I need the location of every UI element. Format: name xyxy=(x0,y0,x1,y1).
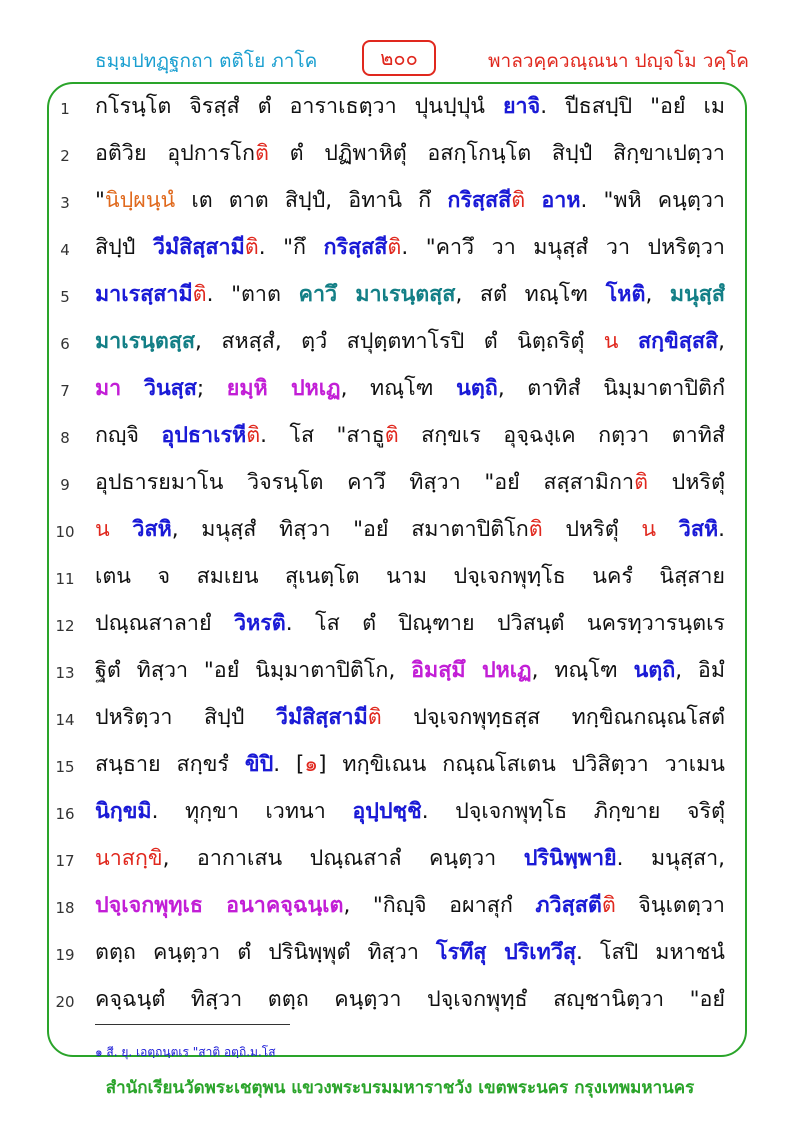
highlighted-word: นาสกฺขิ xyxy=(95,846,163,871)
line-number: 18 xyxy=(55,899,75,917)
highlighted-word: ติ xyxy=(246,423,261,448)
text-run: , ทณฺโฑ xyxy=(531,658,634,683)
text-run: ปหริตุํ xyxy=(648,470,725,495)
text-run: ปหริตุํ xyxy=(542,517,642,542)
text-run: . ปจฺเจกพุทฺโธ ภิกฺขาย จริตุํ xyxy=(421,799,725,824)
text-run: ] ทกฺขิเณน กณฺณโสเตน ปวิสิตฺวา วาเมน xyxy=(318,752,726,777)
line-text xyxy=(95,513,725,547)
text-line xyxy=(45,274,745,318)
line-number: 4 xyxy=(60,241,70,259)
page-footer: สำนักเรียนวัดพระเชตุพน แขวงพระบรมมหาราชวัง เขตพระนคร กรุงเทพมหานคร xyxy=(105,1078,695,1098)
text-run: ตํ ปฏิพาหิตุํ อสกฺโกนฺโต สิปฺปํ สิกฺขาเปตฺวา xyxy=(268,141,725,166)
text-run: คจฺฉนฺตํ ทิสฺวา ตตฺถ คนฺตฺวา ปจฺเจกพุทฺธํ สญฺชานิตฺวา "อยํ xyxy=(95,987,725,1012)
highlighted-word: ติ xyxy=(367,705,382,730)
text-run xyxy=(618,329,637,354)
line-number: 13 xyxy=(55,664,75,682)
text-line xyxy=(45,415,745,459)
text-run: . "ตาต xyxy=(206,282,299,307)
text-run: , xyxy=(645,282,670,307)
highlighted-word: วิสหิ xyxy=(132,517,172,542)
text-run xyxy=(525,188,541,213)
text-line xyxy=(45,133,745,177)
highlighted-word: น xyxy=(95,517,110,542)
highlighted-word: ยมฺหิ ปหเฏ xyxy=(226,376,341,401)
text-line xyxy=(45,603,745,647)
text-run: , ตาทิสํ นิมฺมาตาปิติกํ xyxy=(497,376,725,401)
text-run: อุปธารยมาโน วิจรนฺโต คาวึ ทิสฺวา "อยํ สสฺสามิกา xyxy=(95,470,635,495)
highlighted-word: ติ xyxy=(528,517,543,542)
line-text xyxy=(95,184,725,218)
line-text xyxy=(95,983,725,1017)
text-run: สิปฺปํ xyxy=(95,235,153,260)
text-run xyxy=(656,517,679,542)
highlighted-word: กริสฺสสี xyxy=(323,235,388,260)
text-run: , สหสฺสํ, ตฺวํ สปุตฺตทาโรปิ ตํ นิตฺถริตุํ xyxy=(195,329,604,354)
text-line xyxy=(45,791,745,835)
line-number: 8 xyxy=(60,429,70,447)
text-line xyxy=(45,885,745,929)
text-run: . "พหิ คนฺตฺวา xyxy=(580,188,725,213)
text-line xyxy=(45,227,745,271)
text-run: . ทุกฺขา เวทนา xyxy=(151,799,353,824)
text-run: ฐิตํ ทิสฺวา "อยํ นิมฺมาตาปิติโก, xyxy=(95,658,412,683)
line-text xyxy=(95,607,725,641)
text-line xyxy=(45,368,745,412)
highlighted-word: ติ xyxy=(244,235,259,260)
line-number: 7 xyxy=(60,382,70,400)
highlighted-word: วิสหิ xyxy=(678,517,719,542)
line-text xyxy=(95,419,725,453)
text-run: , มนุสฺสํ ทิสฺวา "อยํ สมาตาปิติโก xyxy=(171,517,529,542)
highlighted-word: วีมํสิสฺสามี xyxy=(152,235,245,260)
line-text xyxy=(95,325,725,359)
line-text xyxy=(95,90,725,124)
text-run: เต ตาต สิปฺปํ, อิทานิ กึ xyxy=(175,188,448,213)
line-number: 9 xyxy=(60,476,70,494)
text-line xyxy=(45,979,745,1023)
text-run: สนฺธาย สกฺขรํ xyxy=(95,752,245,777)
text-run: สกฺขเร อุจฺฉงฺเค กตฺวา ตาทิสํ xyxy=(398,423,725,448)
text-run: , อากาเสน ปณฺณสาลํ คนฺตฺวา xyxy=(162,846,524,871)
highlighted-word: ยาจิ xyxy=(502,94,541,119)
text-line xyxy=(45,556,745,600)
text-run: ปจฺเจกพุทฺธสฺส ทกฺขิณกณฺณโสตํ xyxy=(381,705,726,730)
line-number: 17 xyxy=(55,852,75,870)
line-number: 2 xyxy=(60,147,70,165)
highlighted-word: ปรินิพฺพายิ xyxy=(523,846,617,871)
line-number: 19 xyxy=(55,946,75,964)
highlighted-word: ๑ xyxy=(304,752,319,777)
highlighted-word: มา xyxy=(95,376,122,401)
line-number: 1 xyxy=(60,100,70,118)
text-run: . โส ตํ ปิณฺฑาย ปวิสนฺตํ นครทฺวารนฺตเร xyxy=(285,611,725,636)
highlighted-word: ติ xyxy=(254,141,269,166)
line-number: 6 xyxy=(60,335,70,353)
highlighted-word: กริสฺสสี xyxy=(447,188,512,213)
text-run: ; xyxy=(196,376,227,401)
highlighted-word: ติ xyxy=(601,893,616,918)
highlighted-word: ติ xyxy=(387,235,402,260)
page-number: ๒๐๐ xyxy=(362,40,436,76)
line-text xyxy=(95,889,725,923)
text-run: " xyxy=(95,188,105,213)
line-number: 16 xyxy=(55,805,75,823)
text-run: . [ xyxy=(273,752,305,777)
line-text xyxy=(95,466,725,500)
highlighted-word: โหติ xyxy=(605,282,646,307)
text-run: . มนุสฺสา, xyxy=(616,846,725,871)
line-number: 10 xyxy=(55,523,75,541)
highlighted-word: สกฺขิสฺสสิ xyxy=(637,329,719,354)
highlighted-word: อุปธาเรหี xyxy=(161,423,247,448)
chapter-title: พาลวคฺควณฺณนา ปญฺจโม วคฺโค xyxy=(488,50,749,72)
highlighted-word: อุปฺปชฺชิ xyxy=(352,799,422,824)
text-run: . "กึ xyxy=(258,235,324,260)
highlighted-word: ติ xyxy=(384,423,399,448)
line-text xyxy=(95,278,725,312)
highlighted-word: มาเรสฺสามี xyxy=(95,282,193,307)
line-text xyxy=(95,936,725,970)
text-line xyxy=(45,321,745,365)
text-run: . "คาวึ วา มนุสฺสํ วา ปหริตฺวา xyxy=(401,235,725,260)
text-run: ตตฺถ คนฺตฺวา ตํ ปรินิพฺพุตํ ทิสฺวา xyxy=(95,940,437,965)
highlighted-word: โรทึสุ ปริเทวึสุ xyxy=(436,940,577,965)
highlighted-word: นิปฺผนฺนํ xyxy=(104,188,176,213)
highlighted-word: ติ xyxy=(511,188,526,213)
line-number: 11 xyxy=(55,570,75,588)
highlighted-word: มนุสฺสํ xyxy=(669,282,726,307)
text-line xyxy=(45,697,745,741)
highlighted-word: นิกฺขมิ xyxy=(95,799,152,824)
highlighted-word: วินสฺส xyxy=(143,376,197,401)
text-run xyxy=(121,376,144,401)
line-text xyxy=(95,795,725,829)
line-text xyxy=(95,137,725,171)
highlighted-word: นตฺถิ xyxy=(633,658,676,683)
text-run: เตน จ สมเยน สุเนตฺโต นาม ปจฺเจกพุทฺโธ นครํ นิสฺสาย xyxy=(95,564,725,589)
text-line xyxy=(45,744,745,788)
line-number: 15 xyxy=(55,758,75,776)
text-run: . ปีธสปฺปิ "อยํ เม xyxy=(540,94,725,119)
highlighted-word: วีมํสิสฺสามี xyxy=(275,705,368,730)
line-number: 14 xyxy=(55,711,75,729)
text-run: , "กิญฺจิ อผาสุกํ xyxy=(343,893,536,918)
line-text xyxy=(95,560,725,594)
line-text xyxy=(95,654,725,688)
text-run: ปหริตฺวา สิปฺปํ xyxy=(95,705,276,730)
page-header xyxy=(0,40,800,80)
text-run: จินฺเตตฺวา xyxy=(615,893,726,918)
text-run xyxy=(110,517,133,542)
line-number: 20 xyxy=(55,993,75,1011)
text-run: , xyxy=(718,329,725,354)
line-text xyxy=(95,701,725,735)
text-line xyxy=(45,180,745,224)
line-text xyxy=(95,748,725,782)
highlighted-word: นตฺถิ xyxy=(456,376,498,401)
text-run: กญฺจิ xyxy=(95,423,162,448)
text-line xyxy=(45,838,745,882)
highlighted-word: น xyxy=(641,517,657,542)
text-run: . โสปิ มหาชนํ xyxy=(576,940,726,965)
line-number: 12 xyxy=(55,617,75,635)
line-text xyxy=(95,231,725,265)
text-line xyxy=(45,86,745,130)
footnote-divider xyxy=(95,1024,290,1025)
line-number: 3 xyxy=(60,194,70,212)
highlighted-word: ปจฺเจกพุทฺเธ อนาคจฺฉนฺเต xyxy=(95,893,344,918)
book-title: ธมฺมปทฏฺฐกถา ตติโย ภาโค xyxy=(95,50,318,72)
highlighted-word: มาเรนฺตสฺส xyxy=(95,329,196,354)
text-run: , อิมํ xyxy=(675,658,725,683)
highlighted-word: น xyxy=(603,329,619,354)
line-text xyxy=(95,372,725,406)
text-run: กโรนฺโต จิรสฺสํ ตํ อาราเธตฺวา ปุนปฺปุนํ xyxy=(95,94,503,119)
line-text xyxy=(95,842,725,876)
highlighted-word: ขิปิ xyxy=(244,752,274,777)
text-line xyxy=(45,509,745,553)
highlighted-word: อาห xyxy=(541,188,581,213)
highlighted-word: อิมสฺมึ ปหเฏ xyxy=(411,658,532,683)
text-run: ปณฺณสาลายํ xyxy=(95,611,234,636)
highlighted-word: ติ xyxy=(634,470,649,495)
text-line xyxy=(45,932,745,976)
text-run: , ทณฺโฑ xyxy=(340,376,457,401)
highlighted-word: วิหรติ xyxy=(234,611,286,636)
text-run: . xyxy=(718,517,725,542)
footnote: ๑ สี. ยุ. เอตฺถนฺตเร "สาติ อตฺถิ.ม.โส xyxy=(95,1045,276,1059)
highlighted-word: ติ xyxy=(192,282,207,307)
text-run: . โส "สาธู xyxy=(260,423,385,448)
line-number: 5 xyxy=(60,288,70,306)
text-line xyxy=(45,462,745,506)
text-run: , สตํ ทณฺโฑ xyxy=(455,282,606,307)
highlighted-word: ภวิสฺสตี xyxy=(535,893,602,918)
text-line xyxy=(45,650,745,694)
highlighted-word: คาวึ มาเรนฺตสฺส xyxy=(298,282,456,307)
text-run: อติวิย อุปการโก xyxy=(95,141,255,166)
